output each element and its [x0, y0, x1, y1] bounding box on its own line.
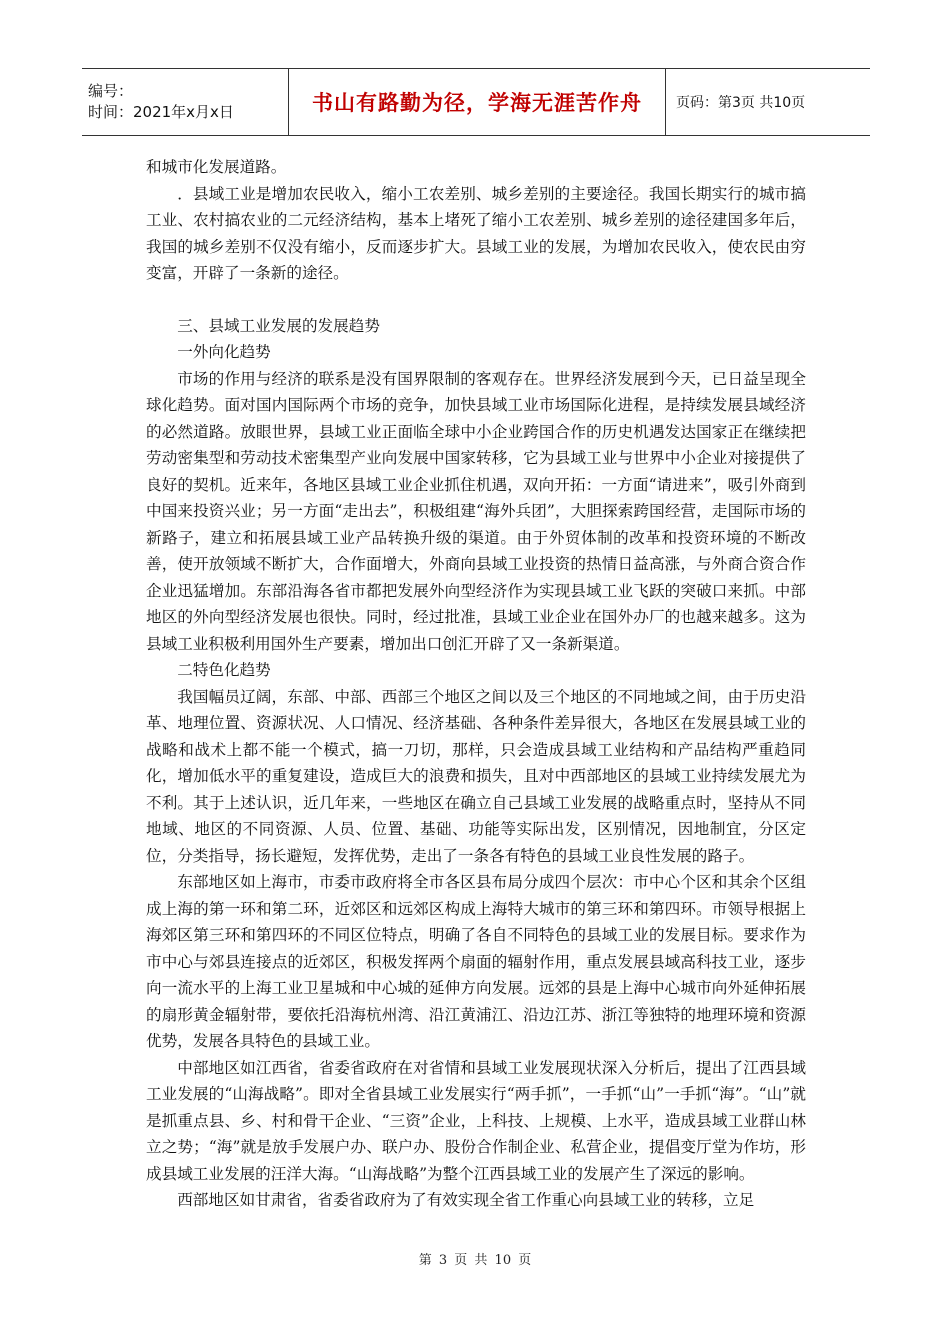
doc-number-label: 编号：: [88, 82, 134, 100]
paragraph-county-industry-income: ．县域工业是增加农民收入，缩小工农差别、城乡差别的主要途径。我国长期实行的城市搞工业、农村搞农业的二元经济结构，基本上堵死了缩小工农差别、城乡差别的途径建国多年后，我国的城乡差别不仅没有缩小，反而逐步扩大。县域工业的发展，为增加农民收入，使农民由穷变富，开辟了一条新的途径。: [146, 184, 806, 282]
paragraph-west-gansu: 西部地区如甘肃省，省委省政府为了有效实现全省工作重心向县域工业的转移，立足: [177, 1191, 755, 1209]
header-meta: [82, 69, 289, 135]
paragraph-continuation: 和城市化发展道路。: [146, 158, 287, 176]
subheading-outward: 一外向化趋势: [177, 343, 271, 361]
header-motto-cell: [289, 69, 666, 135]
page-header: [82, 68, 870, 136]
header-page-label: 页码：第3页 共10页: [676, 95, 806, 111]
subheading-characteristic: 二特色化趋势: [177, 661, 271, 679]
paragraph-central-jiangxi: 中部地区如江西省，省委省政府在对省情和县域工业发展现状深入分析后，提出了江西县域工业发展的“山海战略”。即对全省县域工业发展实行“两手抓”，一手抓“山”一手抓“海”。“山”就是抓重点县、乡、村和骨干企业、“三资”企业，上科技、上规模、上水平，造成县域工业群山林立之势；“海”就是放手发展户办、联户办、股份合作制企业、私营企业，提倡变厅堂为作坊，形成县域工业发展的汪洋大海。“山海战略”为整个江西县域工业的发展产生了深远的影响。: [146, 1058, 806, 1183]
time-label: 时间：2021年x月x日: [88, 103, 234, 121]
paragraph-outward-trend: 市场的作用与经济的联系是没有国界限制的客观存在。世界经济发展到今天，已日益呈现全球化趋势。面对国内国际两个市场的竞争，加快县域工业市场国际化进程，是持续发展县域经济的必然道路。放眼世界，县域工业正面临全球中小企业跨国合作的历史机遇发达国家正在继续把劳动密集型和劳动技术密集型产业向发展中国家转移，它为县域工业与世界中小企业对接提供了良好的契机。近来年，各地区县域工业企业抓住机遇，双向开拓：一方面“请进来”，吸引外商到中国来投资兴业；另一方面“走出去”，积极组建“海外兵团”，大胆探索跨国经营，走国际市场的新路子，建立和拓展县域工业产品转换升级的渠道。由于外贸体制的改革和投资环境的不断改善，使开放领域不断扩大，合作面增大，外商向县域工业投资的热情日益高涨，与外商合资合作企业迅猛增加。东部沿海各省市都把发展外向型经济作为实现县域工业飞跃的突破口来抓。中部地区的外向型经济发展也很快。同时，经过批准，县域工业企业在国外办厂的也越来越多。这为县域工业积极利用国外生产要素，增加出口创汇开辟了又一条新渠道。: [146, 369, 806, 653]
page-footer: 第 3 页 共 10 页: [418, 1253, 532, 1268]
paragraph-characteristic-trend: 我国幅员辽阔，东部、中部、西部三个地区之间以及三个地区的不同地域之间，由于历史沿革、地理位置、资源状况、人口情况、经济基础、各种条件差异很大，各地区在发展县域工业的战略和战术上都不能一个模式，搞一刀切，那样，只会造成县域工业结构和产品结构严重趋同化，增加低水平的重复建设，造成巨大的浪费和损失，且对中西部地区的县域工业持续发展尤为不利。其于上述认识，近几年来，一些地区在确立自己县域工业发展的战略重点时，坚持从不同地域、地区的不同资源、人员、位置、基础、功能等实际出发，区别情况，因地制宜，分区定位，分类指导，扬长避短，发挥优势，走出了一条各有特色的县域工业良性发展的路子。: [146, 687, 806, 865]
header-page-cell: [666, 69, 870, 135]
document-body: [146, 154, 806, 1214]
section-heading-trends: 三、县域工业发展的发展趋势: [177, 316, 380, 335]
paragraph-east-shanghai: 东部地区如上海市，市委市政府将全市各区县布局分成四个层次：市中心个区和其余个区组成上海的第一环和第二环，近郊区和远郊区构成上海特大城市的第三环和第四环。市领导根据上海郊区第三环和第四环的不同区位特点，明确了各自不同特色的县域工业的发展目标。要求作为市中心与郊县连接点的近郊区，积极发挥两个扇面的辐射作用，重点发展县域高科技工业，逐步向一流水平的上海工业卫星城和中心城的延伸方向发展。远郊的县是上海中心城市向外延伸拓展的扇形黄金辐射带，要依托沿海杭州湾、沿江黄浦江、沿边江苏、浙江等独特的地理环境和资源优势，发展各具特色的县域工业。: [146, 873, 806, 1050]
header-motto: 书山有路勤为径，学海无涯苦作舟: [312, 91, 642, 115]
